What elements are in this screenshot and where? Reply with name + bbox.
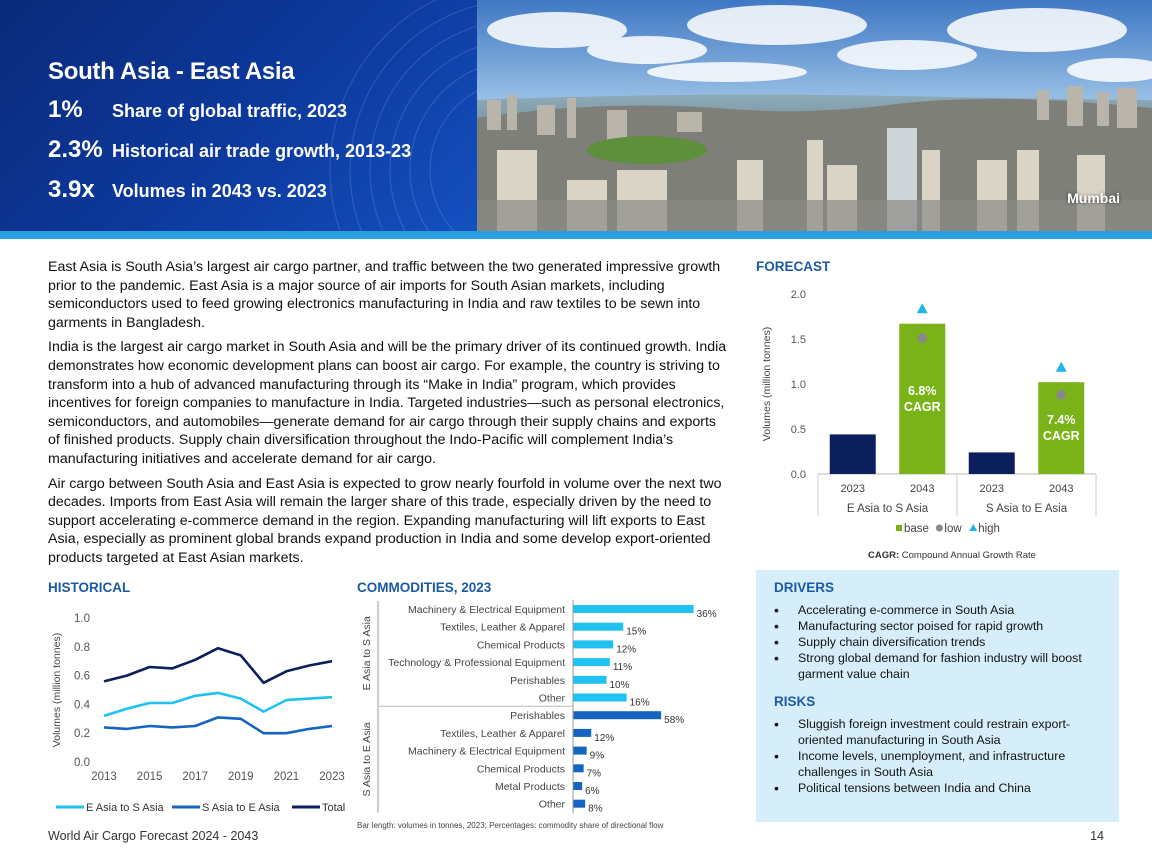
legend-label: Total (322, 802, 346, 814)
legend-label: high (978, 523, 1000, 535)
bar (969, 452, 1015, 474)
data-label: 12% (594, 732, 615, 744)
x-tick-label: 2013 (91, 771, 117, 783)
low-marker (1056, 390, 1066, 400)
forecast-chart (756, 280, 1126, 570)
stat-row (48, 136, 411, 164)
category-label: Metal Products (494, 781, 565, 793)
historical-chart (48, 600, 348, 820)
high-marker (1056, 362, 1067, 372)
series-line (104, 717, 332, 733)
y-tick-label: 0.8 (74, 641, 90, 654)
list-item: • Political tensions between India and China (774, 780, 1104, 796)
legend-marker (896, 525, 902, 531)
bar (573, 676, 607, 684)
legend-marker (936, 525, 943, 532)
data-label: 8% (588, 803, 603, 815)
group-label: S Asia to E Asia (361, 722, 373, 797)
stat-row (48, 96, 347, 124)
cagr-label: 6.8% (908, 383, 937, 398)
cagr-note: CAGR: Compound Annual Growth Rate (868, 550, 1036, 561)
category-label: Perishables (510, 674, 565, 687)
stat-value: 1% (48, 96, 83, 123)
drivers-heading: DRIVERS (774, 580, 835, 595)
y-axis-label: Volumes (million tonnes) (761, 326, 773, 442)
y-axis-label: Volumes (million tonnes) (51, 632, 63, 748)
x-tick-label: 2023 (319, 771, 345, 783)
bar (899, 324, 945, 474)
bar (573, 694, 627, 702)
y-tick-label: 1.5 (790, 334, 806, 346)
legend-label: S Asia to E Asia (202, 802, 280, 814)
page-number: 14 (1090, 829, 1104, 843)
data-label: 58% (664, 715, 685, 727)
bar (573, 729, 591, 737)
bar (573, 605, 694, 613)
drivers-list (774, 602, 1104, 682)
series-line (104, 693, 332, 716)
bar (573, 747, 587, 755)
skyline-illustration (477, 0, 1152, 232)
x-tick-label: 2017 (182, 771, 208, 783)
data-label: 9% (589, 750, 605, 762)
stat-label: Historical air trade growth, 2013-23 (112, 141, 412, 161)
bar (573, 640, 613, 648)
list-item: • Strong global demand for fashion industry will boost garment value chain (774, 650, 1104, 682)
data-label: 10% (609, 679, 630, 691)
y-tick-label: 0.5 (790, 424, 806, 436)
category-label: Textiles, Leather & Apparel (440, 621, 565, 634)
data-label: 36% (696, 609, 717, 620)
drivers-risks-panel (756, 570, 1119, 822)
y-tick-label: 0.6 (74, 670, 90, 683)
risks-heading: RISKS (774, 694, 816, 709)
data-label: 11% (612, 662, 633, 674)
footnote: Bar length: volumes in tonnes, 2023; Percentages: commodity share of directional flow (357, 821, 664, 830)
stat-value: 2.3% (48, 136, 103, 163)
paragraph: Air cargo between South Asia and East Asia is expected to grow nearly fourfold in volume over the next two decades. Imports from East Asia will remain the larger share of this trade, especially driven by the need to support accelerating e-commerce demand in the region. Expanding manufacturing will lift exports to East Asia, especially as prominent global brands expand production in India and some develop export-oriented products targeted at East Asian markets. (48, 475, 722, 566)
forecast-heading: FORECAST (756, 259, 831, 274)
historical-heading: HISTORICAL (48, 580, 131, 595)
commodities-chart (356, 600, 736, 832)
x-tick-label: 2043 (910, 483, 935, 495)
list-item: • Manufacturing sector poised for rapid growth (774, 618, 1104, 634)
category-label: Other (538, 798, 565, 811)
body-text (48, 258, 728, 574)
photo-caption: Mumbai (1067, 190, 1120, 206)
legend-label: E Asia to S Asia (86, 802, 164, 814)
category-label: Other (538, 692, 565, 705)
stat-row (48, 176, 327, 204)
list-item: • Sluggish foreign investment could restrain export-oriented manufacturing in South Asia (774, 716, 1104, 748)
low-marker (917, 333, 927, 343)
data-label: 15% (626, 626, 647, 638)
list-item: • Income levels, unemployment, and infrastructure challenges in South Asia (774, 748, 1104, 780)
hero-banner (0, 0, 1152, 232)
list-item: • Supply chain diversification trends (774, 634, 1104, 650)
stat-label: Share of global traffic, 2023 (112, 101, 348, 121)
data-label: 7% (586, 768, 602, 780)
data-label: 16% (629, 697, 650, 709)
risks-list (774, 716, 1104, 796)
x-tick-label: 2015 (136, 771, 163, 783)
x-tick-label: 2023 (979, 483, 1004, 495)
legend-label: base (904, 523, 929, 535)
bar (830, 434, 876, 474)
paragraph: East Asia is South Asia’s largest air cargo partner, and traffic between the two generated impressive growth prior to the pandemic. East Asia is a major source of air imports for South Asian markets, including semiconductors used to feed growing electronics manufacturing in India and raw textiles to be sewn into garments in Bangladesh. (48, 259, 721, 331)
high-marker (917, 303, 928, 313)
footer-title: World Air Cargo Forecast 2024 - 2043 (48, 829, 259, 843)
list-item: • Accelerating e-commerce in South Asia (774, 602, 1104, 618)
category-label: Textiles, Leather & Apparel (440, 727, 565, 740)
y-tick-label: 0.0 (74, 757, 90, 769)
y-tick-label: 0.4 (74, 699, 90, 712)
bar (573, 658, 610, 666)
category-label: Chemical Products (476, 763, 565, 776)
y-tick-label: 2.0 (790, 289, 806, 301)
group-label: E Asia to S Asia (361, 616, 373, 691)
x-tick-label: 2023 (840, 483, 865, 495)
series-line (104, 648, 332, 683)
group-label: E Asia to S Asia (846, 503, 929, 515)
cagr-label: 7.4% (1047, 413, 1076, 428)
bar (573, 800, 585, 808)
category-label: Machinery & Electrical Equipment (408, 604, 565, 616)
cagr-label: CAGR (1042, 429, 1080, 444)
legend-marker (969, 524, 977, 531)
paragraph: India is the largest air cargo market in South Asia and will be the primary driver of its continued growth. India demonstrates how economic development plans can boost air cargo. For example, the country is striving to transform into a hub of advanced manufacturing through its “Make in India” program, which provides incentives for foreign companies to manufacture in India. Targeted industries—such as personal electronics, semiconductors, and automobiles—generate demand for air cargo through their supply chains and exports of finished products. Supply chain diversification throughout the Indo-Pacific will complement India’s manufacturing initiatives and accelerate demand for air cargo. (48, 339, 727, 467)
x-tick-label: 2021 (273, 771, 300, 783)
bar (573, 711, 661, 719)
y-tick-label: 0.0 (790, 469, 806, 481)
y-tick-label: 1.0 (790, 379, 806, 391)
category-label: Perishables (510, 710, 565, 723)
legend-label: low (944, 523, 962, 535)
category-label: Technology & Professional Equipment (388, 657, 565, 670)
y-tick-label: 1.0 (74, 613, 90, 625)
city-skyline-photo (477, 0, 1152, 232)
data-label: 12% (616, 644, 637, 656)
cagr-label: CAGR (903, 399, 941, 414)
data-label: 6% (585, 786, 600, 797)
category-label: Machinery & Electrical Equipment (408, 745, 565, 758)
group-label: S Asia to E Asia (985, 503, 1068, 515)
stat-label: Volumes in 2043 vs. 2023 (112, 181, 327, 201)
category-label: Chemical Products (476, 639, 565, 652)
x-tick-label: 2043 (1049, 483, 1074, 495)
bar (573, 764, 584, 772)
stat-value: 3.9x (48, 176, 95, 203)
commodities-heading: COMMODITIES, 2023 (357, 580, 492, 595)
page-title: South Asia - East Asia (48, 58, 295, 85)
hero-title-panel (0, 0, 477, 232)
y-tick-label: 0.2 (74, 728, 90, 741)
x-tick-label: 2019 (228, 771, 254, 783)
bar (573, 623, 623, 631)
bar (573, 782, 582, 790)
header-accent-bar (0, 231, 1152, 239)
